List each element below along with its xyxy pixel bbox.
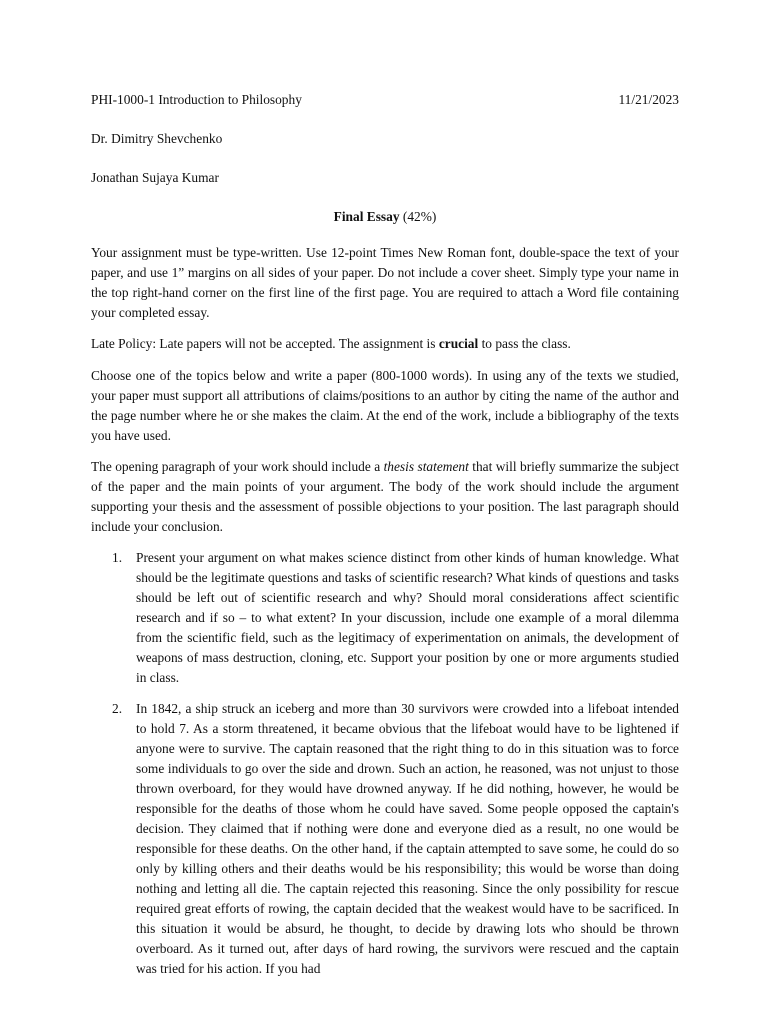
assignment-date: 11/21/2023 xyxy=(618,92,679,107)
topic-number: 1. xyxy=(112,550,123,565)
course-header-row xyxy=(91,90,679,110)
late-policy-bold: crucial xyxy=(438,336,479,351)
topic-number: 2. xyxy=(112,701,123,716)
student-name: Jonathan Sujaya Kumar xyxy=(91,170,219,185)
title-weight: (42%) xyxy=(402,209,437,224)
title-main: Final Essay xyxy=(333,209,400,224)
structure-text-start: The opening paragraph of your work should include a xyxy=(91,459,384,474)
course-name: PHI-1000-1 Introduction to Philosophy xyxy=(91,92,302,107)
structure-paragraph xyxy=(91,457,679,537)
page-title xyxy=(91,207,679,227)
list-item xyxy=(112,699,679,979)
format-paragraph: Your assignment must be type-written. Use 12-point Times New Roman font, double-space the text of your paper, and use 1” margins on all sides of your paper. Do not include a cover sheet. Simply type your name in the top right-hand corner on the first line of the first page. You are required to attach a Word file containing your completed essay. xyxy=(91,245,679,320)
structure-italic: thesis statement xyxy=(383,459,469,474)
late-policy-text-end: to pass the class. xyxy=(478,336,571,351)
topic-text: In 1842, a ship struck an iceberg and more than 30 survivors were crowded into a lifeboat intended to hold 7. As a storm threatened, it became obvious that the lifeboat would have to be lightened if anyone were to survive. The captain reasoned that the right thing to do in this situation was to force some individuals to go over the side and drown. Such an action, he reasoned, was not unjust to those thrown overboard, for they would have drowned anyway. If he did nothing, however, he would be responsible for the deaths of those whom he could have saved. Some people opposed the captain's decision. They claimed that if nothing were done and everyone died as a result, no one would be responsible for these deaths. On the other hand, if the captain attempted to save some, he could do so only by killing others and their deaths would be his responsibility; this would be worse than doing nothing and letting all die. The captain rejected this reasoning. Since the only possibility for rescue required great efforts of rowing, the captain decided that the weakest would have to be sacrificed. In this situation it would be absurd, he thought, to decide by drawing lots who should be thrown overboard. As it turned out, after days of hard rowing, the survivors were rescued and the captain was tried for his action. If you had xyxy=(136,701,679,976)
instructions-paragraph: Choose one of the topics below and write a paper (800-1000 words). In using any of the texts we studied, your paper must support all attributions of claims/positions to an author by citing the name of the author and the page number where he or she makes the claim. At the end of the work, include a bibliography of the texts you have used. xyxy=(91,368,679,443)
late-policy-text-start: Late Policy: Late papers will not be accepted. The assignment is xyxy=(91,336,439,351)
topic-list xyxy=(91,548,679,979)
structure-text-end: that will briefly summarize the subject of the paper and the main points of your argument. The body of the work should include the argument supporting your thesis and the assessment of possible objections to your position. The last paragraph should include your conclusion. xyxy=(91,459,679,534)
topic-text: Present your argument on what makes science distinct from other kinds of human knowledge. What should be the legitimate questions and tasks of scientific research? What kinds of questions and tasks should be left out of scientific research and why? Should moral considerations affect scientific research and if so – to what extent? In your discussion, include one example of a moral dilemma from the scientific field, such as the legitimacy of experimentation on animals, the development of weapons of mass destruction, cloning, etc. Support your position by one or more arguments studied in class. xyxy=(136,550,679,685)
list-item xyxy=(112,548,679,688)
instructor-name: Dr. Dimitry Shevchenko xyxy=(91,131,223,146)
late-policy-paragraph xyxy=(91,334,679,354)
